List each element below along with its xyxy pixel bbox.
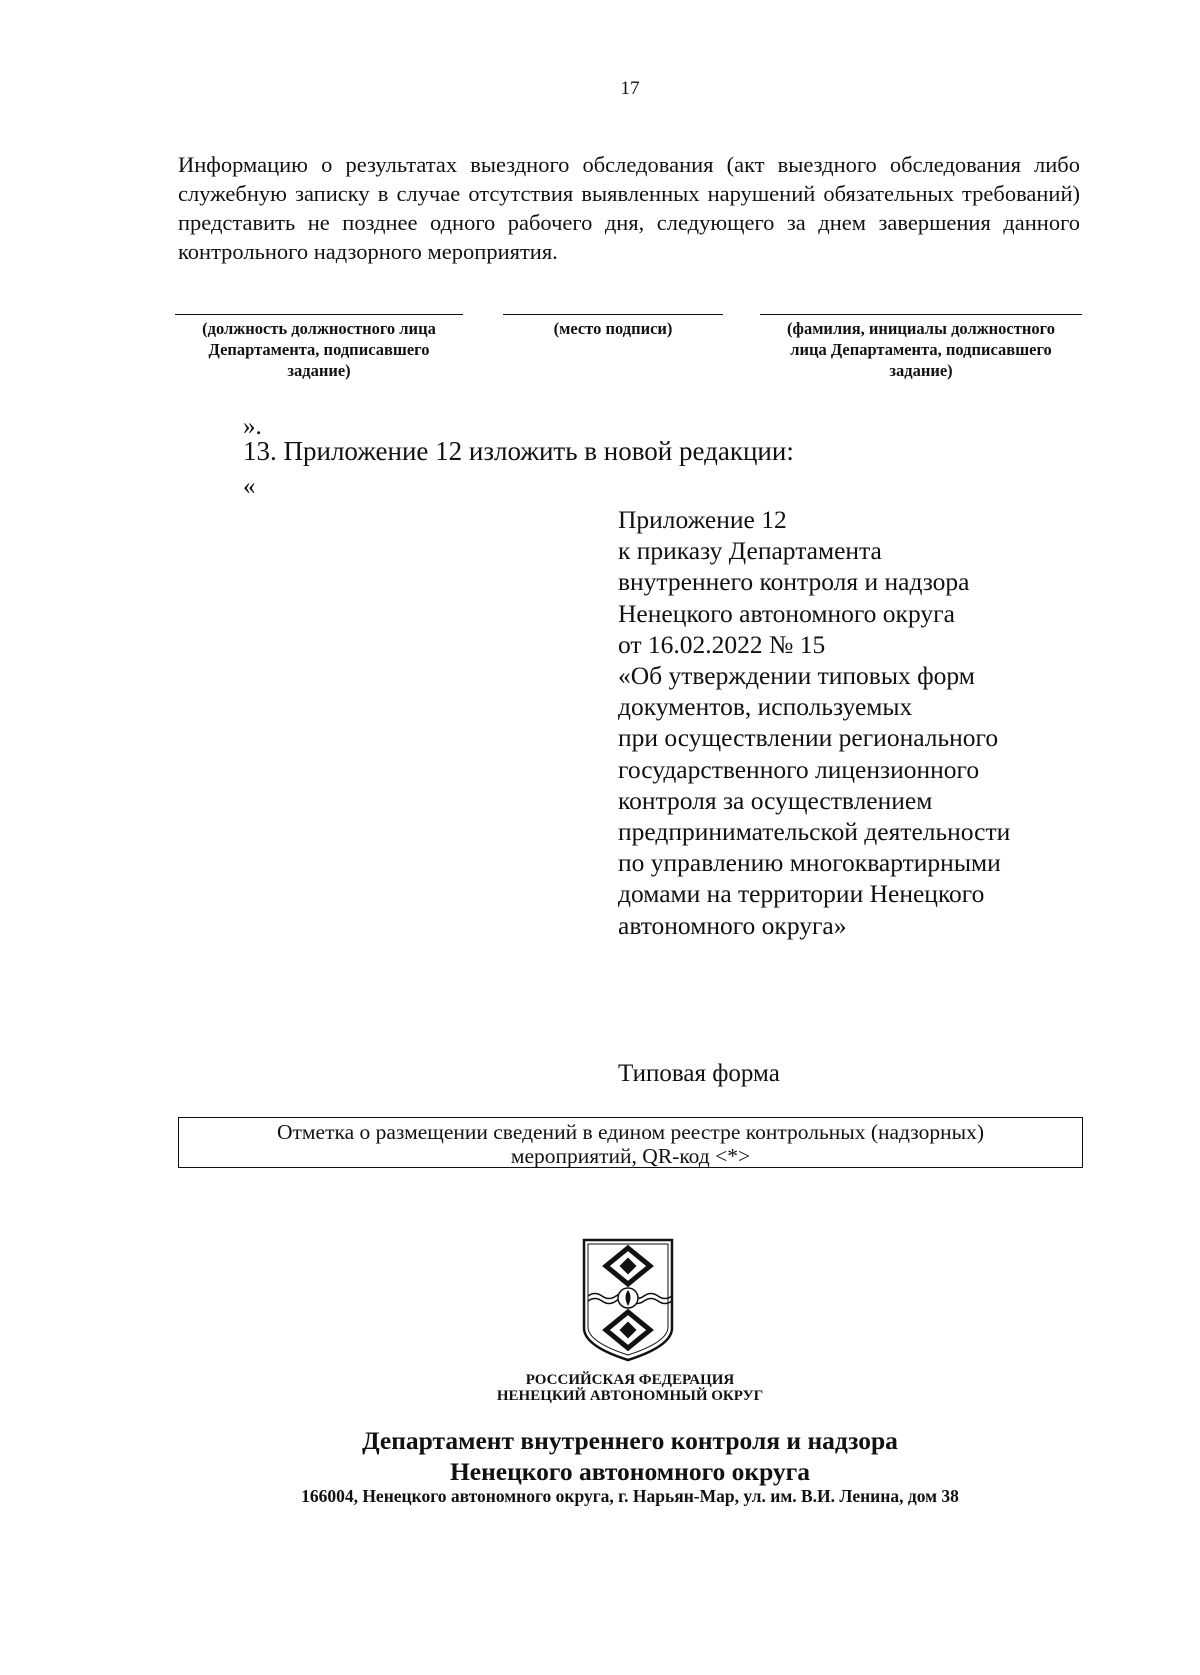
signature-line-signature — [503, 314, 723, 315]
department-line: Департамент внутреннего контроля и надзора — [362, 1426, 898, 1455]
signature-line-position — [175, 314, 463, 315]
page-number: 17 — [620, 78, 640, 99]
department-heading — [0, 1425, 1200, 1487]
signature-caption-name — [760, 318, 1082, 381]
nenets-coat-of-arms-icon — [578, 1236, 678, 1364]
appendix-line: автономного округа» — [618, 910, 847, 940]
appendix-line: при осуществлении регионального — [618, 723, 999, 753]
appendix-header-block — [618, 504, 1088, 941]
item-13-heading: 13. Приложение 12 изложить в новой редакции: — [243, 436, 794, 466]
register-box-line: мероприятий, QR-код <*> — [510, 1144, 751, 1168]
caption-line: лица Департамента, подписавшего — [790, 340, 1052, 359]
intro-line: Информацию о результатах выездного обследования (акт выездного обследования либо — [178, 152, 1080, 177]
department-line: Ненецкого автономного округа — [449, 1457, 811, 1486]
country-line: НЕНЕЦКИЙ АВТОНОМНЫЙ ОКРУГ — [496, 1388, 764, 1404]
appendix-line: контроля за осуществлением — [618, 785, 933, 815]
appendix-line: внутреннего контроля и надзора — [618, 567, 970, 597]
appendix-line: «Об утверждении типовых форм — [618, 661, 975, 691]
caption-line: задание) — [287, 361, 351, 380]
appendix-line: от 16.02.2022 № 15 — [618, 629, 826, 659]
intro-line: контрольного надзорного мероприятия. — [178, 239, 558, 264]
appendix-line: государственного лицензионного — [618, 754, 980, 784]
caption-line: Департамента, подписавшего — [208, 340, 430, 359]
caption-line: (должность должностного лица — [202, 319, 436, 338]
register-box-line: Отметка о размещении сведений в едином реестре контрольных (надзорных) — [277, 1120, 984, 1144]
form-type-label: Типовая форма — [618, 1060, 780, 1087]
intro-line: представить не позднее одного рабочего дня, следующего за днем завершения данного — [178, 210, 1080, 235]
signature-caption-signature — [503, 318, 723, 339]
country-heading — [0, 1372, 1200, 1404]
caption-line: (место подписи) — [553, 319, 673, 338]
signature-caption-position — [175, 318, 463, 381]
register-qr-box — [178, 1117, 1083, 1168]
appendix-line: документов, используемых — [618, 692, 913, 722]
closing-quote: ». — [243, 413, 262, 440]
appendix-line: к приказу Департамента — [618, 536, 882, 566]
appendix-line: по управлению многоквартирными — [618, 848, 1001, 878]
intro-paragraph — [178, 150, 1080, 266]
signature-line-name — [760, 314, 1082, 315]
country-line: РОССИЙСКАЯ ФЕДЕРАЦИЯ — [525, 1372, 735, 1388]
caption-line: (фамилия, инициалы должностного — [787, 319, 1055, 338]
intro-line: служебную записку в случае отсутствия выявленных нарушений обязательных требований) — [178, 181, 1080, 206]
appendix-line: Приложение 12 — [618, 505, 787, 534]
opening-quote: « — [243, 473, 256, 500]
appendix-line: домами на территории Ненецкого — [618, 879, 985, 909]
appendix-line: Ненецкого автономного округа — [618, 598, 955, 628]
appendix-line: предпринимательской деятельности — [618, 817, 1011, 847]
caption-line: задание) — [889, 361, 953, 380]
department-address: 166004, Ненецкого автономного округа, г. Нарьян-Мар, ул. им. В.И. Ленина, дом 38 — [301, 1486, 959, 1506]
